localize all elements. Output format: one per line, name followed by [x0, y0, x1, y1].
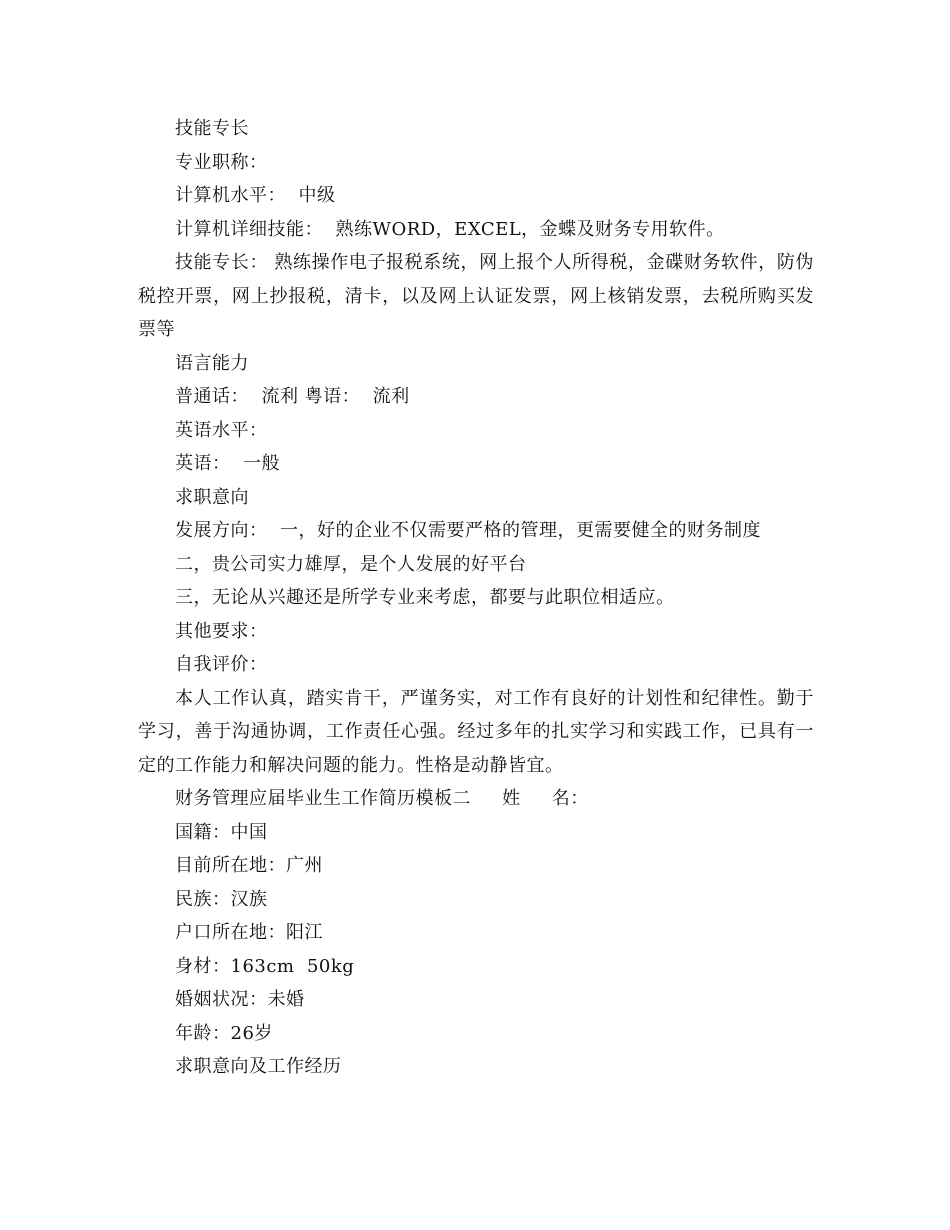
reason-two: 二，贵公司实力雄厚，是个人发展的好平台	[175, 553, 527, 575]
household-registration: 户口所在地：阳江	[175, 922, 323, 943]
heading-intention-experience: 求职意向及工作经历	[175, 1056, 342, 1077]
self-evaluation-paragraph: 本人工作认真，踏实肯干，严谨务实，对工作有良好的计划性和纪律性。勤于学习，善于沟通协调，工作责任心强。经过多年的扎实学习和实践工作，已具有一定的工作能力和解决问题的能力。性格是动静皆宜。	[138, 687, 814, 776]
heading-job-intention: 求职意向	[175, 486, 249, 508]
other-requirements: 其他要求：	[175, 620, 268, 642]
computer-skills-detail: 计算机详细技能： 熟练WORD，EXCEL，金蝶及财务专用软件。	[175, 218, 725, 240]
height-weight: 身材：163cm 50kg	[175, 955, 355, 977]
english-level: 英语： 一般	[175, 453, 280, 474]
reason-three: 三，无论从兴趣还是所学专业来考虑，都要与此职位相适应。	[175, 587, 675, 608]
ethnicity: 民族：汉族	[175, 888, 268, 910]
heading-language: 语言能力	[175, 352, 249, 374]
skills-paragraph: 技能专长： 熟练操作电子报税系统，网上报个人所得税，金碟财务软件，防伪税控开票，网上抄报税，清卡，以及网上认证发票，网上核销发票，去税所购买发票等	[138, 252, 814, 340]
self-evaluation-label: 自我评价：	[175, 654, 268, 675]
marital-status: 婚姻状况：未婚	[175, 989, 305, 1010]
heading-skills: 技能专长	[175, 118, 249, 139]
computer-level: 计算机水平： 中级	[175, 185, 336, 206]
document-body	[138, 112, 814, 1084]
development-direction: 发展方向： 一，好的企业不仅需要严格的管理，更需要健全的财务制度	[175, 520, 761, 541]
age: 年龄：26岁	[175, 1022, 273, 1044]
professional-title: 专业职称：	[175, 151, 268, 173]
mandarin-cantonese: 普通话： 流利 粤语： 流利	[175, 386, 410, 407]
english-level-label: 英语水平：	[175, 419, 268, 441]
template-two-title: 财务管理应届毕业生工作简历模板二 姓 名：	[175, 788, 589, 809]
nationality: 国籍：中国	[175, 821, 268, 843]
current-location: 目前所在地：广州	[175, 855, 323, 876]
